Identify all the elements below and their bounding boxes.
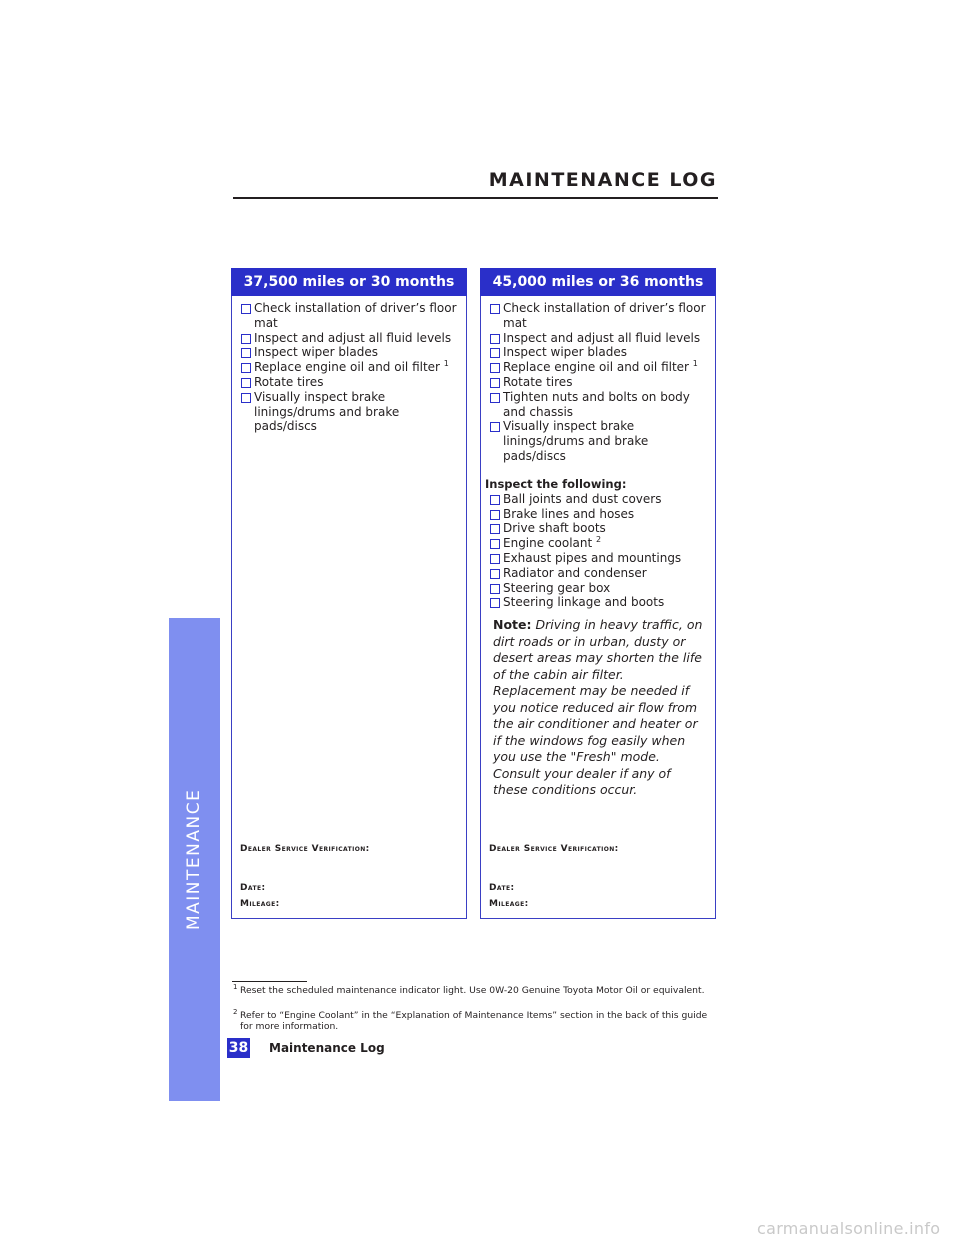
date-label: Date: (240, 883, 266, 893)
checkbox[interactable] (490, 363, 500, 373)
item-text: Check installation of driver’s floor mat (254, 301, 457, 330)
checkbox[interactable] (490, 584, 500, 594)
checkbox[interactable] (241, 304, 251, 314)
checklist-item (241, 375, 460, 390)
checkbox[interactable] (490, 524, 500, 534)
item-text: Ball joints and dust covers (503, 491, 662, 506)
page-number: 38 (228, 1040, 249, 1056)
note-label: Note: (493, 617, 532, 633)
panel-header: 45,000 miles or 36 months (480, 268, 716, 296)
item-text: Visually inspect brake linings/drums and brake pads/discs (254, 389, 400, 434)
checklist-item (490, 581, 709, 596)
item-text: Exhaust pipes and mountings (503, 550, 682, 565)
inspect-checklist (481, 492, 715, 610)
footnote-number: 2 (233, 1008, 238, 1016)
cabin-filter-note (493, 617, 705, 799)
item-text: Rotate tires (254, 374, 324, 389)
checklist-item (490, 507, 709, 522)
item-text: Steering linkage and boots (503, 595, 665, 610)
item-text: Replace engine oil and oil filter (503, 360, 693, 375)
page-title: MAINTENANCE LOG (488, 169, 717, 191)
footnote-ref: 2 (596, 535, 602, 545)
footnote-ref: 1 (692, 359, 698, 369)
item-text: Tighten nuts and bolts on body and chassis (503, 389, 690, 419)
checklist-item (490, 345, 709, 360)
section-label: Maintenance Log (269, 1041, 385, 1055)
item-text: Radiator and condenser (503, 565, 647, 580)
checklist-item (490, 375, 709, 390)
checkbox[interactable] (490, 393, 500, 403)
checklist (232, 301, 466, 434)
footnote-2 (233, 1010, 710, 1032)
footnote-number: 1 (233, 983, 238, 991)
checklist-item (241, 301, 460, 331)
item-text: Inspect and adjust all fluid levels (503, 330, 701, 345)
checklist-item (490, 301, 709, 331)
watermark: carmanualsonline.info (757, 1219, 941, 1238)
footnote-ref: 1 (443, 359, 449, 369)
checklist-item (241, 360, 460, 375)
checkbox[interactable] (490, 569, 500, 579)
item-text: Drive shaft boots (503, 521, 606, 536)
item-text: Replace engine oil and oil filter (254, 360, 444, 375)
item-text: Steering gear box (503, 580, 611, 595)
footnote-text: Reset the scheduled maintenance indicator light. Use 0W-20 Genuine Toyota Motor Oil or equivalent. (240, 985, 705, 996)
checkbox[interactable] (490, 378, 500, 388)
footnote-1 (233, 985, 710, 996)
checklist-item (241, 331, 460, 346)
checkbox[interactable] (490, 304, 500, 314)
checkbox[interactable] (241, 363, 251, 373)
checklist-item (490, 521, 709, 536)
checkbox[interactable] (490, 539, 500, 549)
checkbox[interactable] (490, 598, 500, 608)
item-text: Engine coolant (503, 536, 597, 551)
checkbox[interactable] (490, 510, 500, 520)
dealer-verification-label: Dealer Service Verification: (240, 844, 370, 854)
item-text: Brake lines and hoses (503, 506, 635, 521)
mileage-label: Mileage: (489, 899, 529, 909)
checkbox[interactable] (490, 495, 500, 505)
checkbox[interactable] (241, 348, 251, 358)
footnote-rule (232, 981, 307, 982)
checklist-item (490, 492, 709, 507)
checkbox[interactable] (241, 334, 251, 344)
title-rule (233, 197, 718, 199)
footnote-text: Refer to “Engine Coolant” in the “Explanation of Maintenance Items” section in the back of this guide for more information. (240, 1010, 708, 1032)
side-tab-label: MAINTENANCE (184, 788, 204, 930)
date-label: Date: (489, 883, 515, 893)
panel-37500 (231, 268, 467, 919)
checklist-item (241, 345, 460, 360)
item-text: Inspect and adjust all fluid levels (254, 330, 452, 345)
inspect-heading: Inspect the following: (485, 476, 627, 491)
checkbox[interactable] (490, 422, 500, 432)
checklist-item (490, 390, 709, 420)
checkbox[interactable] (490, 348, 500, 358)
panel-45000 (480, 268, 716, 919)
item-text: Visually inspect brake linings/drums and brake pads/discs (503, 419, 649, 463)
checklist-item (490, 419, 709, 463)
mileage-label: Mileage: (240, 899, 280, 909)
item-text: Inspect wiper blades (254, 345, 378, 360)
checklist (481, 301, 715, 464)
checklist-item (490, 566, 709, 581)
checkbox[interactable] (490, 554, 500, 564)
item-text: Rotate tires (503, 374, 573, 389)
checklist-item (490, 595, 709, 610)
checklist-item (490, 551, 709, 566)
checklist-item (241, 390, 460, 434)
checklist-item (490, 536, 709, 551)
note-text: Driving in heavy traffic, on dirt roads or in urban, dusty or desert areas may shorten the life of the cabin air filter. Replacement may be needed if you notice reduced air flow from the air conditioner and heater or if the windows fog easily when you use the "Fresh" mode. Consult your dealer if any of these conditions occur. (493, 617, 703, 798)
item-text: Check installation of driver’s floor mat (503, 301, 706, 330)
dealer-verification-label: Dealer Service Verification: (489, 844, 619, 854)
checklist-item (490, 331, 709, 346)
panel-header: 37,500 miles or 30 months (231, 268, 467, 296)
checkbox[interactable] (241, 378, 251, 388)
checkbox[interactable] (241, 393, 251, 403)
checkbox[interactable] (490, 334, 500, 344)
checklist-item (490, 360, 709, 375)
item-text: Inspect wiper blades (503, 345, 627, 360)
